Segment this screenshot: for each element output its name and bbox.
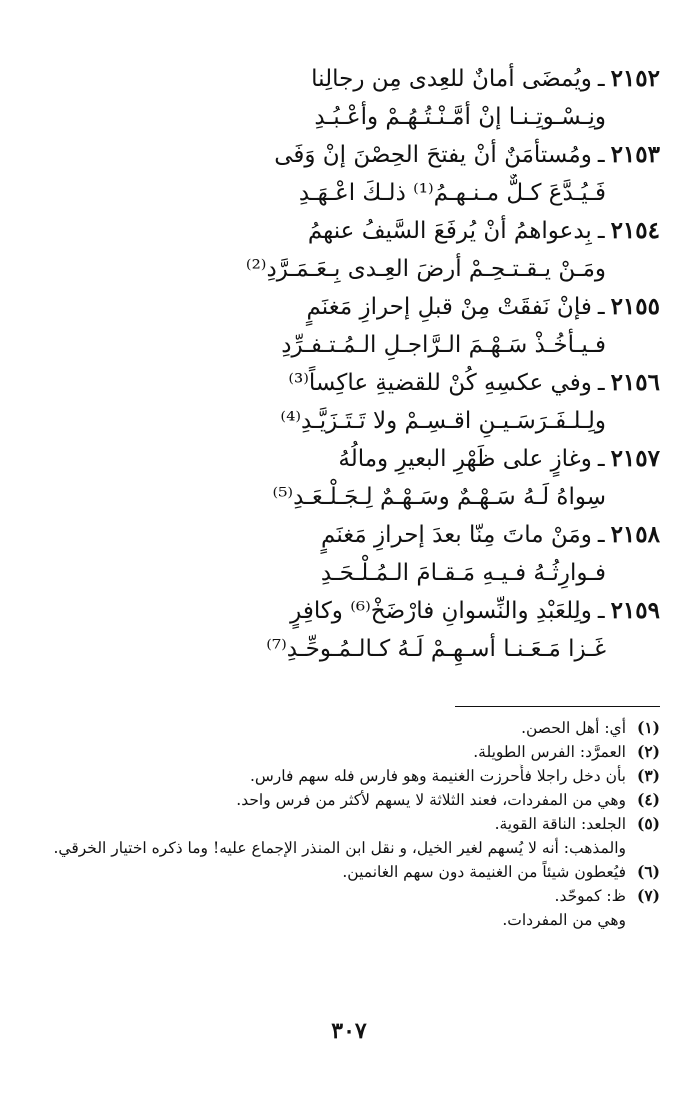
verse-first-line (40, 136, 660, 174)
verse-second-line (40, 402, 660, 440)
verse-text: ومَـنْ يـقـتـحِـمْ أرضَ العِـدى بِـعَـمَـرَّدِ⁽²⁾ (245, 256, 606, 282)
footnote-continuation: وهي من المفردات. (502, 911, 626, 929)
verse-dash: ـ (597, 142, 605, 168)
verse-text: وفي عكسِهِ كُنْ للقضيةِ عاكِساً⁽³⁾ (288, 370, 592, 396)
verse-first-line (40, 440, 660, 478)
verse-dash: ـ (597, 66, 605, 92)
verse-number: ٢١٥٥ (610, 293, 660, 320)
verse-text: فـيـأخُـذْ سَـهْـمَ الـرَّاجـلِ الـمُـتـفـرِّدِ (281, 332, 606, 358)
verse-dash: ـ (597, 294, 605, 320)
footnote (40, 884, 660, 908)
verses-block (40, 60, 660, 668)
verse-text: ومُستأمَنٌ أنْ يفتحَ الحِصْنَ إنْ وَفَى (274, 142, 592, 168)
verse-first-line (40, 592, 660, 630)
verse-text: بِدعواهمُ أنْ يُرفَعَ السَّيفُ عنهمُ (307, 218, 592, 244)
footnote-text: الجلعد: الناقة القوية. (494, 815, 626, 833)
verse-number: ٢١٥٦ (610, 369, 660, 396)
footnote (40, 716, 660, 740)
verse-first-line (40, 364, 660, 402)
footnote (40, 764, 660, 788)
footnote-continuation: والمذهب: أنه لا يُسهم لغير الخيل، و نقل ابن المنذر الإجماع عليه! وما ذكره اختيار الخرقي. (53, 839, 626, 857)
verse-text: ولِـلـفَـرَسَـيـنِ اقـسِـمْ ولا تَـتَـزَيَّـدِ⁽⁴⁾ (280, 408, 606, 434)
verse-first-line (40, 212, 660, 250)
footnote-marker: (١) (636, 718, 660, 737)
footnote (40, 788, 660, 812)
verse-first-line (40, 288, 660, 326)
verse-first-line (40, 516, 660, 554)
verse-text: فإنْ نَفقَتْ مِنْ قبلِ إحرازِ مَغنَمٍ (306, 294, 592, 320)
footnote-marker: (٣) (636, 766, 660, 785)
footnote-marker: (٦) (636, 862, 660, 881)
footnote-text: بأن دخل راجلا فأُحرزت الغنيمة وهو فارس فله سهم فارس. (249, 767, 626, 785)
verse-dash: ـ (597, 446, 605, 472)
verse-second-line (40, 630, 660, 668)
verse-text: غَـزا مَـعَـنـا أسـهِـمْ لَـهُ كـالـمُـوحِّـدِ⁽⁷⁾ (266, 636, 606, 662)
verse-text: وغازٍ على ظَهْرِ البعيرِ ومالُهُ (338, 446, 592, 472)
footnotes (40, 716, 660, 932)
verse-dash: ـ (597, 218, 605, 244)
verse-dash: ـ (597, 598, 605, 624)
verse-second-line (40, 554, 660, 592)
footnote-marker: (٧) (636, 886, 660, 905)
footnote-separator (455, 706, 660, 707)
verse-second-line (40, 174, 660, 212)
footnote-text: أي: أهل الحصن. (521, 719, 626, 737)
footnote-text: ظ: كموحّد. (554, 887, 626, 905)
page-number: ٣٠٧ (331, 1018, 367, 1044)
verse-text: ونِـسْـوتِـنـا إنْ أمَّـنْـتُـهُـمْ وأعْـبُـدِ (314, 104, 606, 130)
verse-dash: ـ (597, 370, 605, 396)
verse-text: ومَنْ ماتَ مِنّا بعدَ إحرازِ مَغنَمٍ (321, 522, 592, 548)
verse-second-line (40, 478, 660, 516)
verse-second-line (40, 98, 660, 136)
footnote-marker: (٥) (636, 814, 660, 833)
footnote (40, 812, 660, 836)
verse-number: ٢١٥٩ (610, 597, 660, 624)
verse-number: ٢١٥٨ (610, 521, 660, 548)
verse-second-line (40, 326, 660, 364)
verse-number: ٢١٥٤ (610, 217, 660, 244)
verse-second-line (40, 250, 660, 288)
verse-text: ويُمضَى أمانٌ للعِدى مِن رجالِنا (311, 66, 592, 92)
verse-text: ولِلعَبْدِ والنِّسوانِ فارْضَخْ⁽⁶⁾ وكافِرٍ (290, 598, 592, 624)
footnote (40, 860, 660, 884)
footnote-text: العمرَّد: الفرس الطويلة. (473, 743, 626, 761)
verse-text: فـوارِثُـهُ فـيـهِ مَـقـامَ الـمُـلْـحَـدِ (320, 560, 606, 586)
verse-number: ٢١٥٣ (610, 141, 660, 168)
verse-text: سِواهُ لَـهُ سَـهْـمٌ وسَـهْـمٌ لِـجَـلْـعَـدِ⁽⁵⁾ (272, 484, 606, 510)
verse-number: ٢١٥٧ (610, 445, 660, 472)
verse-number: ٢١٥٢ (610, 65, 660, 92)
verse-dash: ـ (597, 522, 605, 548)
verse-first-line (40, 60, 660, 98)
footnote (40, 740, 660, 764)
footnote-text: وهي من المفردات، فعند الثلاثة لا يسهم لأكثر من فرس واحد. (236, 791, 626, 809)
footnote-marker: (٢) (636, 742, 660, 761)
footnote-marker: (٤) (636, 790, 660, 809)
verse-text: فَـيُـدَّعَ كـلٌّ مـنـهـمُ⁽¹⁾ ذلـكَ اعْـهَـدِ (298, 180, 606, 206)
footnote-text: فيُعطون شيئاً من الغنيمة دون سهم الغانمين. (342, 863, 626, 881)
